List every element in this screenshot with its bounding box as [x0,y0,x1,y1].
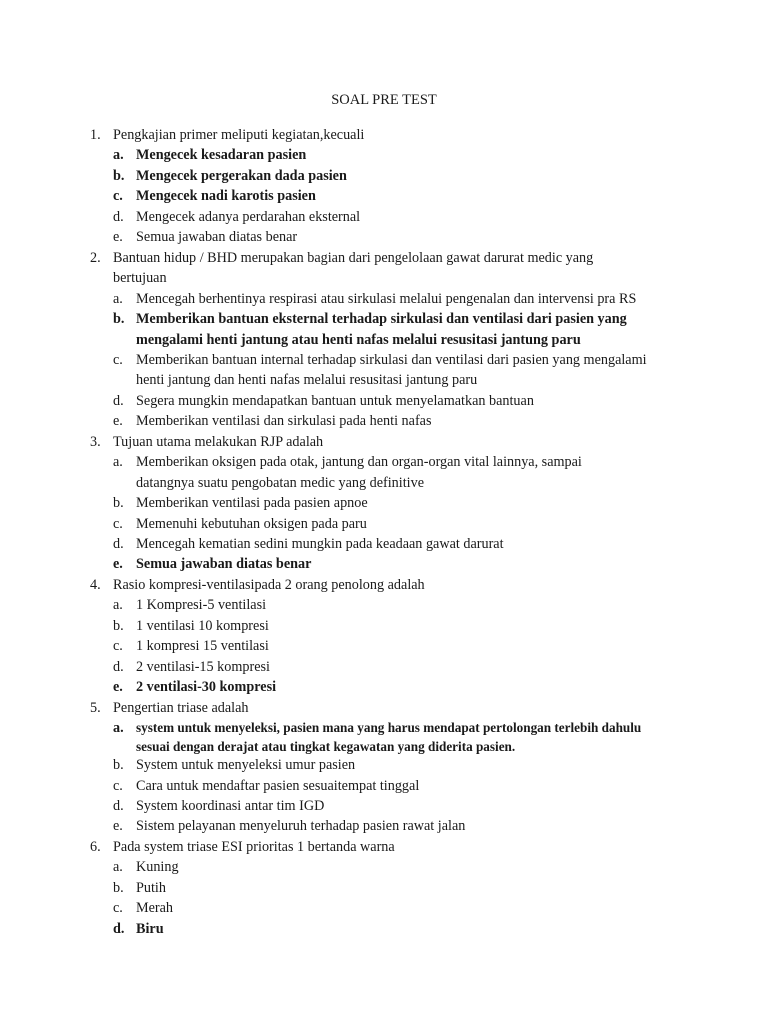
option-text: 1 Kompresi-5 ventilasi [136,597,267,614]
question-number: 2. [90,249,101,266]
option-letter: d. [113,658,124,675]
option-text: Merah [136,900,174,917]
option-letter: a. [113,454,123,471]
option-letter: b. [113,495,124,512]
option-text: Putih [136,879,166,896]
option-letter: d. [113,797,124,814]
option-text: Semua jawaban diatas benar [136,229,298,246]
option-letter: b. [113,167,125,184]
option-text: Memberikan ventilasi pada pasien apnoe [136,495,368,512]
question-text: Pengkajian primer meliputi kegiatan,kecuali [113,127,365,143]
option-text: Memberikan oksigen pada otak, jantung dan organ-organ vital lainnya, sampai [136,454,582,471]
option-text: system untuk menyeleksi, pasien mana yang harus mendapat pertolongan terlebih dahulu [136,720,642,736]
option-letter: c. [113,777,123,794]
option-letter: a. [113,859,123,876]
option-text: 1 ventilasi 10 kompresi [136,617,269,634]
option-text: Kuning [136,859,179,876]
option-letter: d. [113,392,124,409]
option-letter: e. [113,413,123,430]
option-letter: b. [113,311,125,328]
option-text: Mencegah berhentinya respirasi atau sirkulasi melalui pengenalan dan intervensi pra RS [136,290,637,307]
question-number: 5. [90,699,101,716]
option-text: Memberikan ventilasi dan sirkulasi pada henti nafas [136,413,432,430]
option-text: Semua jawaban diatas benar [136,556,312,573]
option-text: Mencegah kematian sedini mungkin pada keadaan gawat darurat [136,536,504,552]
question-text: bertujuan [113,270,167,287]
question-text: Tujuan utama melakukan RJP adalah [113,433,324,450]
question-number: 1. [90,127,101,143]
option-text: mengalami henti jantung atau henti nafas melalui resusitasi jantung paru [136,331,581,348]
option-letter: e. [113,556,123,573]
option-text: Mengecek adanya perdarahan eksternal [136,208,361,225]
option-text: Sistem pelayanan menyeluruh terhadap pasien rawat jalan [136,818,466,835]
question-number: 6. [90,838,101,855]
option-text: Memenuhi kebutuhan oksigen pada paru [136,515,367,532]
question-text: Pada system triase ESI prioritas 1 bertanda warna [113,838,395,855]
option-letter: d. [113,920,125,937]
option-text: henti jantung dan henti nafas melalui resusitasi jantung paru [136,372,478,389]
question-text: Pengertian triase adalah [113,699,249,716]
page-title: SOAL PRE TEST [331,92,437,108]
option-text: Mengecek nadi karotis pasien [136,188,316,205]
option-letter: a. [113,147,124,164]
option-text: 2 ventilasi-30 kompresi [136,679,277,696]
option-text: Cara untuk mendaftar pasien sesuaitempat tinggal [136,777,420,794]
option-letter: c. [113,351,123,368]
option-text: Mengecek kesadaran pasien [136,147,307,164]
option-text: System koordinasi antar tim IGD [136,797,325,814]
question-number: 4. [90,576,101,593]
option-letter: d. [113,536,124,552]
option-text: 1 kompresi 15 ventilasi [136,638,269,655]
option-text: 2 ventilasi-15 kompresi [136,658,270,675]
option-text: Memberikan bantuan eksternal terhadap sirkulasi dan ventilasi dari pasien yang [136,311,627,328]
option-text: Memberikan bantuan internal terhadap sirkulasi dan ventilasi dari pasien yang mengalami [136,351,647,368]
option-text: Mengecek pergerakan dada pasien [136,167,347,184]
option-letter: e. [113,229,123,246]
option-text: Segera mungkin mendapatkan bantuan untuk menyelamatkan bantuan [136,392,534,409]
option-letter: b. [113,879,124,896]
option-letter: e. [113,679,123,696]
option-text: sesuai dengan derajat atau tingkat kegawatan yang diderita pasien. [136,738,516,754]
option-letter: e. [113,818,123,835]
option-letter: c. [113,900,123,917]
question-number: 3. [90,433,101,450]
option-letter: b. [113,617,124,634]
option-letter: c. [113,638,123,655]
option-letter: a. [113,720,124,737]
question-text: Rasio kompresi-ventilasipada 2 orang penolong adalah [113,576,425,593]
option-text: System untuk menyeleksi umur pasien [136,757,356,774]
option-text: datangnya suatu pengobatan medic yang definitive [136,474,424,491]
option-letter: b. [113,757,124,774]
option-letter: d. [113,208,124,225]
option-letter: a. [113,597,123,614]
option-text: Biru [136,920,164,937]
question-text: Bantuan hidup / BHD merupakan bagian dari pengelolaan gawat darurat medic yang [113,249,594,266]
option-letter: c. [113,188,123,205]
option-letter: c. [113,515,123,532]
option-letter: a. [113,290,123,307]
